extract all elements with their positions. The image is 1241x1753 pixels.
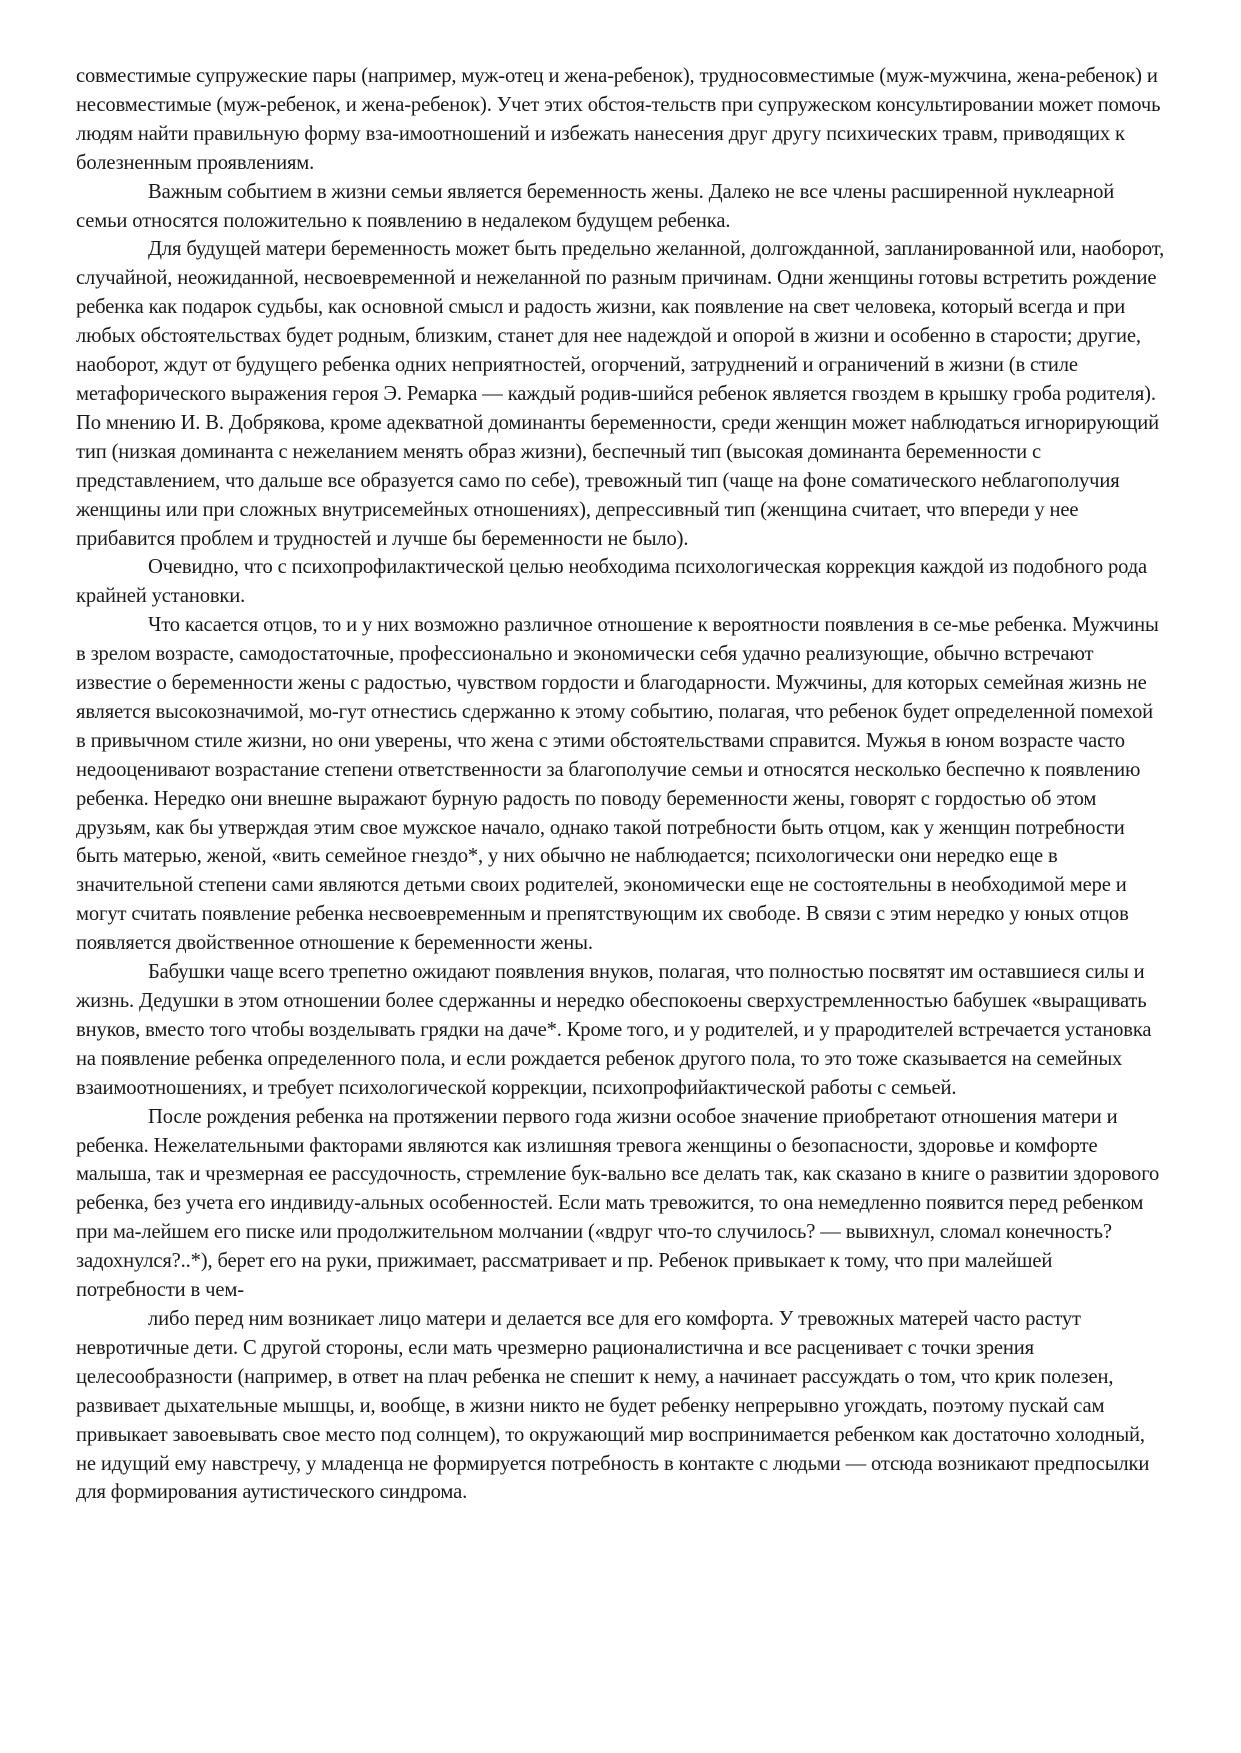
paragraph-6: Бабушки чаще всего трепетно ожидают появления внуков, полагая, что полностью посвятят им оставшиеся силы и жизнь. Дедушки в этом отношении более сдержанны и нередко обеспокоены сверхустремленностью бабушек «выращивать внуков, вместо того чтобы возделывать грядки на даче*. Кроме того, и у родителей, и у прародителей встречается установка на появление ребенка определенного пола, и если рождается ребенок другого пола, то это тоже сказывается на семейных взаимоотношениях, и требует психологической коррекции, психопрофийактической работы с семьей. [76, 961, 1152, 1099]
paragraph-7: После рождения ребенка на протяжении первого года жизни особое значение приобретают отношения матери и ребенка. Нежелательными факторами являются как излишняя тревога женщины о безопасности, здоровье и комфорте малыша, так и чрезмерная ее рассудочность, стремление бук-вально все делать так, как сказано в книге о развитии здорового ребенка, без учета его индивиду-альных особенностей. Если мать тревожится, то она немедленно появится перед ребенком при ма-лейшем его писке или продолжительном молчании («вдруг что-то случилось? — вывихнул, сломал конечность? задохнулся?..*), берет его на руки, прижимает, рассматривает и пр. Ребенок привыкает к тому, что при малейшей потребности в чем- [76, 1105, 1160, 1302]
paragraph-1: совместимые супружеские пары (например, муж-отец и жена-ребенок), трудносовместимые (муж-мужчина, жена-ребенок) и несовместимые (муж-ребенок, и жена-ребенок). Учет этих обстоя-тельств при супружеском консультировании может помочь людям найти правильную форму вза-имоотношений и избежать нанесения друг другу психических травм, приводящих к болезненным проявлениям. [76, 65, 1161, 174]
paragraph-3: Для будущей матери беременность может быть предельно желанной, долгожданной, запланированной или, наоборот, случайной, неожиданной, несвоевременной и нежеланной по разным причинам. Одни женщины готовы встретить рождение ребенка как подарок судьбы, как основной смысл и радость жизни, как появление на свет человека, который всегда и при любых обстоятельствах будет родным, близким, станет для нее надеждой и опорой в жизни и особенно в старости; другие, наоборот, ждут от будущего ребенка одних неприятностей, огорчений, затруднений и ограничений в жизни (в стиле метафорического выражения героя Э. Ремарка — каждый родив-шийся ребенок является гвоздем в крышку гроба родителя). По мнению И. В. Добрякова, кроме адекватной доминанты беременности, среди женщин может наблюдаться игнорирующий тип (низкая доминанта с нежеланием менять образ жизни), беспечный тип (высокая доминанта беременности с представлением, что дальше все образуется само по себе), тревожный тип (чаще на фоне соматического неблагополучия женщины или при сложных внутрисемейных отношениях), депрессивный тип (женщина считает, что впереди у нее прибавится проблем и трудностей и лучше бы беременности не было). [76, 238, 1165, 550]
paragraph-5: Что касается отцов, то и у них возможно различное отношение к вероятности появления в се-мье ребенка. Мужчины в зрелом возрасте, самодостаточные, профессионально и экономически себя удачно реализующие, обычно встречают известие о беременности жены с радостью, чувством гордости и благодарности. Мужчины, для которых семейная жизнь не является высокозначимой, мо-гут отнестись сдержанно к этому событию, полагая, что ребенок будет определенной помехой в привычном стиле жизни, но они уверены, что жена с этими обстоятельствами справится. Мужья в юном возрасте часто недооценивают возрастание степени ответственности за благополучие семьи и относятся несколько беспечно к появлению ребенка. Нередко они внешне выражают бурную радость по поводу беременности жены, говорят с гордостью об этом друзьям, как бы утверждая этим свое мужское начало, однако такой потребности быть отцом, как у женщин потребности быть матерью, женой, «вить семейное гнездо*, у них обычно не наблюдается; психологически они нередко еще в значительной степени сами являются детьми своих родителей, экономически еще не состоятельны в необходимой мере и могут считать появление ребенка несвоевременным и препятствующим их свободе. В связи с этим нередко у юных отцов появляется двойственное отношение к беременности жены. [76, 614, 1159, 955]
paragraph-2: Важным событием в жизни семьи является беременность жены. Далеко не все члены расширенной нуклеарной семьи относятся положительно к появлению в недалеком будущем ребенка. [76, 180, 1115, 232]
document-page [76, 62, 1166, 1507]
paragraph-4: Очевидно, что с психопрофилактической целью необходима психологическая коррекция каждой из подобного рода крайней установки. [76, 556, 1148, 608]
paragraph-8: либо перед ним возникает лицо матери и делается все для его комфорта. У тревожных матерей часто растут невротичные дети. С другой стороны, если мать чрезмерно рационалистична и все расценивает с точки зрения целесообразности (например, в ответ на плач ребенка не спешит к нему, а начинает рассуждать о том, что крик полезен, развивает дыхательные мышцы, и, вообще, в жизни никто не будет ребенку непрерывно угождать, поэтому пускай сам привыкает завоевывать свое место под солнцем), то окружающий мир воспринимается ребенком как достаточно холодный, не идущий ему навстречу, у младенца не формируется потребность в контакте с людьми — отсюда возникают предпосылки для формирования аутистического синдрома. [76, 1307, 1150, 1504]
